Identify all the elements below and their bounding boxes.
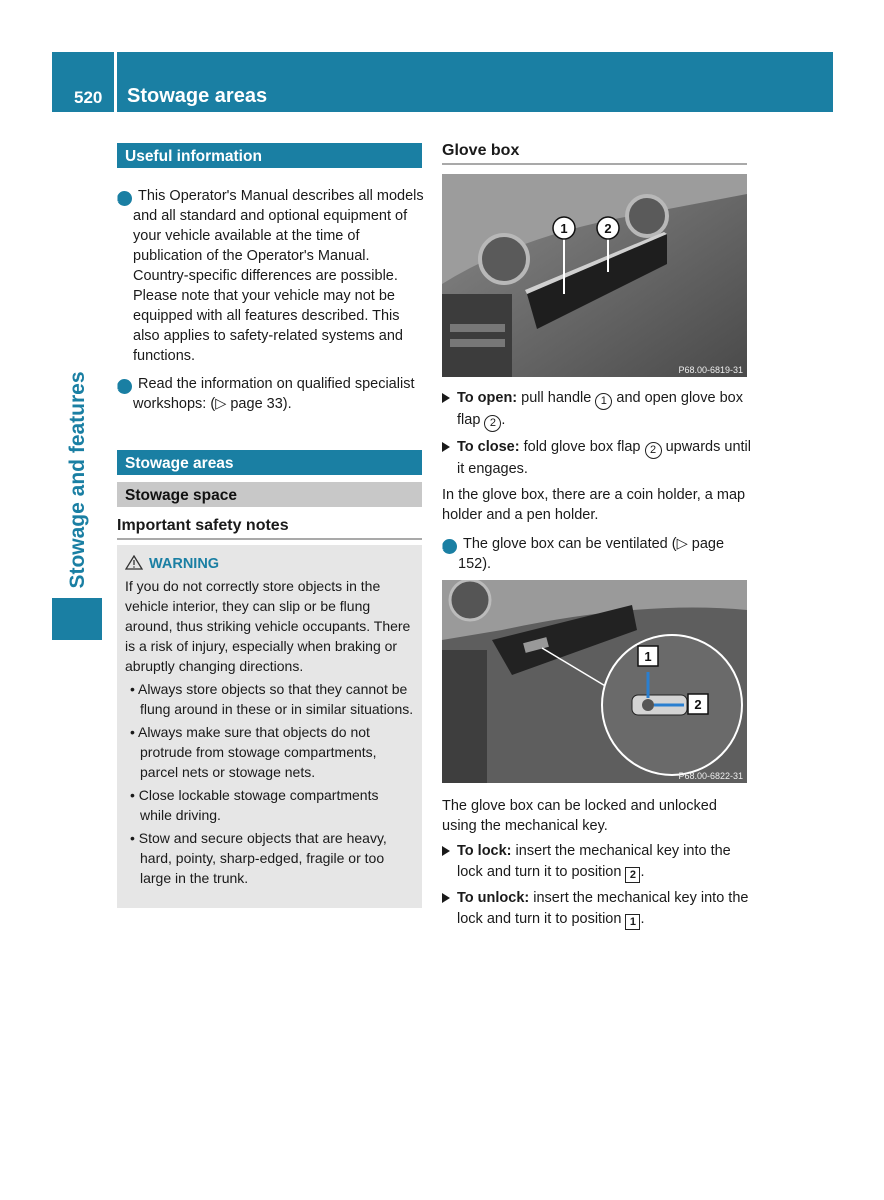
image-caption: P68.00-6819-31 <box>678 365 743 375</box>
instruction-list-2 <box>442 796 752 930</box>
info-icon: i <box>117 191 132 206</box>
useful-info-heading: Useful information <box>117 143 422 168</box>
warning-text: If you do not correctly store objects in the vehicle interior, they can slip or be flung around, thus striking vehicle occupants. There is a risk of injury, especially when braking or abruptly changing directions. <box>125 578 411 674</box>
warning-header <box>125 555 414 572</box>
instruction-open: To open: pull handle 1 and open glove box flap 2 . <box>442 388 752 432</box>
instruction-lock: To lock: insert the mechanical key into the lock and turn it to position 2 . <box>442 841 752 883</box>
info-ventilated: i The glove box can be ventilated (▷ page 152). <box>439 536 725 572</box>
side-tab-marker <box>52 598 102 640</box>
glovebox-photo-1 <box>442 174 747 377</box>
svg-text:1: 1 <box>644 649 652 664</box>
warning-bullet: • Always make sure that objects do not protrude from stowage compartments, parcel nets or stowage nets. <box>130 724 377 780</box>
glovebox-photo-2 <box>442 580 747 783</box>
glovebox-lock-illustration <box>442 580 747 783</box>
svg-text:2: 2 <box>694 697 702 712</box>
info-icon: i <box>442 539 457 554</box>
locked-text: The glove box can be locked and unlocked using the mechanical key. <box>442 798 717 834</box>
page-header <box>117 52 833 112</box>
warning-box <box>117 545 422 908</box>
stowage-space-heading: Stowage space <box>117 482 422 507</box>
page-number: 520 <box>74 88 103 107</box>
instruction-list-1 <box>439 388 752 574</box>
info-note-1-text: This Operator's Manual describes all models and all standard and optional equipment of your vehicle available at the time of publication of the Operator's Manual. Country-specific differences are possible. Please note that your vehicle may not be equipped with all features described. This also applies to safety-related systems and functions. <box>133 188 424 364</box>
warning-triangle-icon <box>125 555 143 570</box>
warning-bullet: • Stow and secure objects that are heavy, hard, pointy, sharp-edged, fragile or too large in the trunk. <box>130 830 387 886</box>
svg-text:1: 1 <box>560 221 568 236</box>
safety-notes-heading: Important safety notes <box>117 517 422 540</box>
warning-bullet: • Close lockable stowage compartments while driving. <box>130 787 379 823</box>
instruction-unlock: To unlock: insert the mechanical key into the lock and turn it to position 1 . <box>442 888 752 930</box>
page-number-box <box>52 52 114 112</box>
side-tab <box>60 365 96 595</box>
info-note-1 <box>114 186 427 366</box>
warning-bullet: • Always store objects so that they cannot be flung around in these or in similar situations. <box>130 681 414 717</box>
page-title: Stowage areas <box>127 85 268 107</box>
image-caption: P68.00-6822-31 <box>678 771 743 781</box>
side-tab-label: Stowage and features <box>66 371 89 589</box>
instruction-close: To close: fold glove box flap 2 upwards until it engages. <box>442 437 752 480</box>
info-note-2-text: Read the information on qualified specialist workshops: (▷ page 33). <box>133 376 415 412</box>
warning-title: WARNING <box>149 556 220 572</box>
glovebox-illustration <box>442 174 747 377</box>
holders-text: In the glove box, there are a coin holder, a map holder and a pen holder. <box>442 487 746 523</box>
info-icon: i <box>117 379 132 394</box>
info-note-2 <box>114 374 427 414</box>
svg-text:2: 2 <box>604 221 612 236</box>
stowage-areas-heading: Stowage areas <box>117 450 422 475</box>
glovebox-heading: Glove box <box>442 142 747 165</box>
